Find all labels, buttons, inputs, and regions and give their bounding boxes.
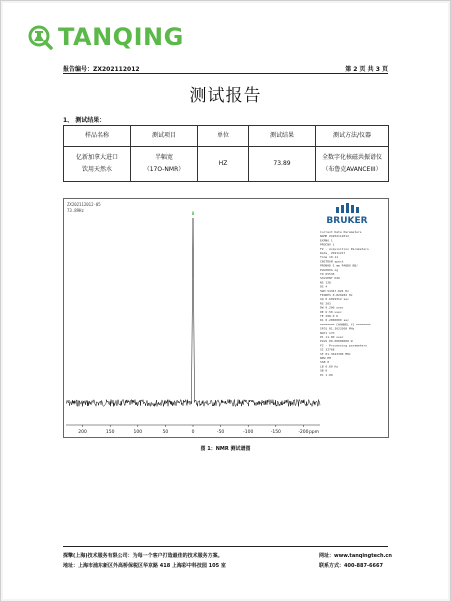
parameter-line: FIDRES 0.829282 Hz	[320, 293, 353, 297]
parameter-line: RG 203	[320, 301, 331, 306]
cell-sample-line1: 亿新加拿大进口	[75, 154, 118, 161]
parameter-line: P1 11.00 usec	[320, 335, 344, 339]
cell-method-line1: 全数字化核磁共振谱仪	[321, 154, 382, 161]
axis-tick-label: -200	[298, 430, 309, 435]
page-info: 第 2 页 共 3 页	[345, 66, 388, 73]
acquisition-parameters	[320, 230, 371, 377]
parameter-line: NAME ZX202112012	[320, 234, 349, 239]
report-number: 报告编号：ZX202112012	[63, 66, 140, 73]
parameter-line: Time 10.11	[320, 255, 339, 260]
footer-company: 探擎(上海)技术服务有限公司：为每一个客户打造最佳的技术服务方案。	[63, 553, 223, 559]
col-header-unit: 单位	[198, 126, 249, 147]
parameter-line: Date_ 20211217	[320, 251, 346, 255]
axis-tick-label: -50	[216, 430, 225, 435]
parameter-line: PLW1 80.00000000 W	[320, 339, 353, 344]
parameter-line: TD 65536	[320, 272, 335, 276]
parameter-line: F2 - Processing parameters	[320, 343, 367, 348]
peak-label: 0	[191, 211, 195, 216]
spectrum-trace	[66, 218, 320, 407]
parameter-line: AQ 0.6029312 sec	[320, 297, 349, 302]
table-row	[64, 147, 389, 182]
parameter-line: WDW EM	[320, 356, 331, 360]
figure-caption: 图 1：NMR 测试谱图	[200, 446, 251, 452]
page-title: 测试报告	[189, 86, 262, 106]
parameter-line: D1 0.2000000 sec	[320, 318, 349, 323]
parameter-line: Current Data Parameters	[320, 230, 362, 234]
footer-phone: 联系方式：400-887-6667	[319, 563, 383, 569]
parameter-line: PROBHD 5 mm PABBO BB/	[320, 263, 358, 268]
axis-tick-label: 50	[162, 430, 169, 435]
axis-unit-label: ppm	[308, 430, 320, 435]
cell-method-line2: （布鲁克AVANCEIII）	[322, 166, 382, 173]
parameter-line: PULPROG zg	[320, 267, 339, 272]
parameter-line: DW 9.200 usec	[320, 305, 344, 310]
parameter-line: LB 0.00 Hz	[320, 364, 339, 369]
bruker-logo-text: BRUKER	[326, 216, 368, 226]
cell-method	[316, 147, 389, 182]
col-header-sample: 样品名称	[64, 126, 131, 147]
axis-tick-label: 0	[191, 430, 195, 435]
axis-tick-label: -150	[270, 430, 281, 435]
parameter-line: NS 128	[320, 280, 331, 285]
parameter-line: SI 32768	[320, 347, 335, 352]
axis-tick-label: 100	[133, 430, 143, 435]
spectrum-header-line1: ZX202112012-05	[67, 202, 101, 207]
cell-unit: HZ	[198, 147, 249, 182]
bruker-logo	[326, 203, 367, 226]
parameter-line: INSTRUM spect	[320, 259, 344, 264]
parameter-line: DE 6.50 usec	[320, 309, 342, 314]
nmr-spectrum-figure	[63, 198, 389, 438]
parameter-line: PROCNO 1	[320, 242, 335, 247]
header-divider	[63, 73, 388, 74]
parameter-line: NUC1 17O	[320, 330, 335, 335]
footer-left	[63, 551, 226, 571]
parameter-line: GB 0	[320, 368, 328, 373]
nmr-spectrum-plot	[64, 199, 388, 437]
table-header-row	[64, 126, 389, 147]
bruker-icon	[336, 203, 359, 213]
axis-tick-label: -100	[243, 430, 254, 435]
parameter-line: SF 81.3623300 MHz	[320, 351, 351, 356]
col-header-item: 测试项目	[131, 126, 198, 147]
col-header-result: 测试结果	[249, 126, 316, 147]
cell-item-line1: 半幅宽	[154, 154, 173, 161]
cell-sample	[64, 147, 131, 182]
parameter-line: F2 - Acquisition Parameters	[320, 246, 369, 251]
parameter-line: SWH 54347.824 Hz	[320, 288, 349, 293]
footer-right	[319, 551, 392, 571]
cell-result: 73.89	[249, 147, 316, 182]
parameter-line: ======== CHANNEL f1 ========	[320, 322, 371, 327]
parameter-line: SFO1 81.3623300 MHz	[320, 326, 355, 331]
axis-tick-label: 150	[105, 430, 115, 435]
parameter-line: EXPNO 1	[320, 238, 333, 243]
parameter-line: SSB 0	[320, 360, 330, 365]
ppm-axis-ticks	[78, 425, 319, 435]
parameter-line: PC 1.00	[320, 372, 333, 377]
section-heading: 1、 测试结果：	[63, 117, 106, 124]
results-table	[63, 125, 389, 182]
logo-text: TANQING	[58, 23, 184, 51]
parameter-line: TE 298.0 K	[320, 314, 339, 318]
col-header-method: 测试方法/仪器	[316, 126, 389, 147]
axis-tick-label: 200	[78, 430, 87, 435]
cell-sample-line2: 饮用天然水	[81, 166, 112, 173]
parameter-line: DS 4	[320, 284, 328, 289]
cell-item	[131, 147, 198, 182]
flask-icon	[28, 24, 54, 50]
cell-item-line2: （17O-NMR）	[143, 166, 185, 173]
footer-address: 地址：上海市浦东新区外高桥保税区华京路 418 上海彩中科技园 105 室	[63, 563, 226, 569]
parameter-line: SOLVENT D2O	[320, 276, 340, 281]
spectrum-header-line2: 73.89Hz	[67, 208, 84, 213]
company-logo	[28, 23, 184, 51]
footer-divider	[63, 546, 388, 547]
footer-website: 网址：www.tanqingtech.cn	[319, 553, 392, 559]
